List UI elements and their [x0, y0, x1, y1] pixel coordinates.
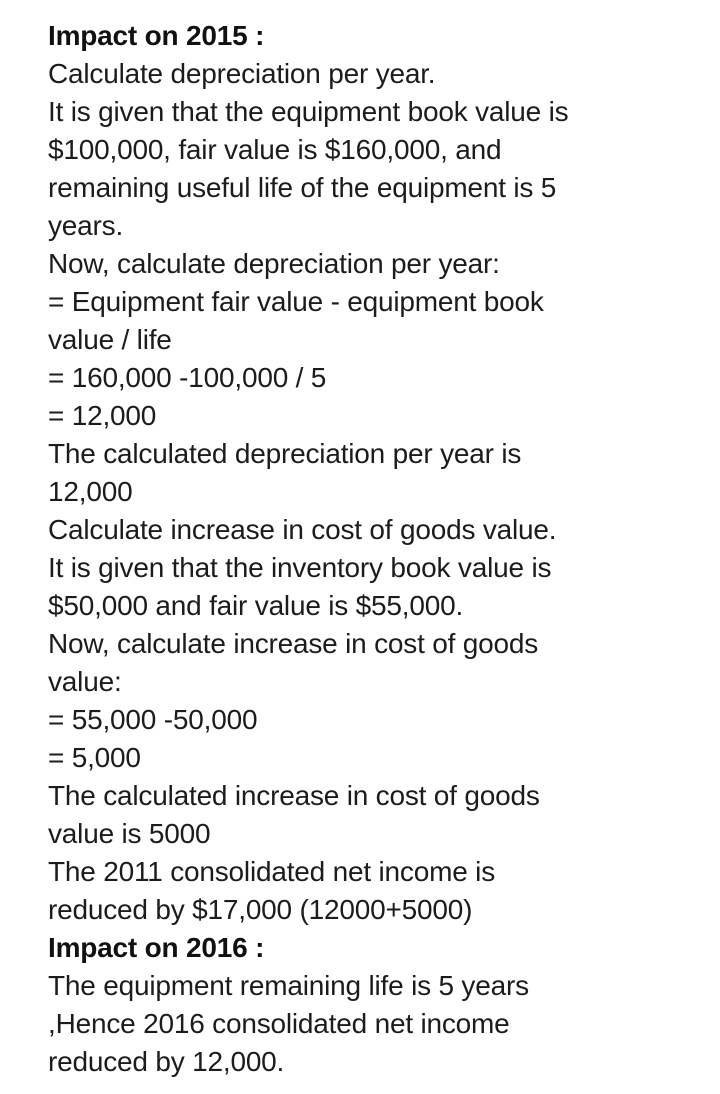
text-line: 12,000 [48, 476, 133, 507]
text-line: years. [48, 210, 124, 241]
text-line: The calculated depreciation per year is [48, 438, 522, 469]
text-line: The calculated increase in cost of goods [48, 780, 540, 811]
formula-line: = 160,000 -100,000 / 5 [48, 362, 327, 393]
text-line: value: [48, 666, 122, 697]
document-body [48, 17, 708, 1081]
heading-impact-2016: Impact on 2016 : [48, 932, 265, 963]
formula-line: value / life [48, 324, 172, 355]
text-line: reduced by 12,000. [48, 1046, 285, 1077]
text-line: value is 5000 [48, 818, 211, 849]
text-line: ,Hence 2016 consolidated net income [48, 1008, 510, 1039]
formula-result: = 5,000 [48, 742, 141, 773]
text-line: Calculate depreciation per year. [48, 58, 436, 89]
text-line: The equipment remaining life is 5 years [48, 970, 529, 1001]
heading-impact-2015: Impact on 2015 : [48, 20, 265, 51]
text-line: $50,000 and fair value is $55,000. [48, 590, 464, 621]
formula-result: = 12,000 [48, 400, 157, 431]
text-line: Now, calculate depreciation per year: [48, 248, 500, 279]
text-line: It is given that the equipment book value is [48, 96, 569, 127]
text-line: $100,000, fair value is $160,000, and [48, 134, 502, 165]
text-line: reduced by $17,000 (12000+5000) [48, 894, 473, 925]
text-line: Now, calculate increase in cost of goods [48, 628, 539, 659]
formula-line: = Equipment fair value - equipment book [48, 286, 544, 317]
text-line: It is given that the inventory book value is [48, 552, 552, 583]
text-line: Calculate increase in cost of goods value. [48, 514, 557, 545]
text-line: remaining useful life of the equipment is 5 [48, 172, 557, 203]
text-line: The 2011 consolidated net income is [48, 856, 495, 887]
formula-line: = 55,000 -50,000 [48, 704, 258, 735]
